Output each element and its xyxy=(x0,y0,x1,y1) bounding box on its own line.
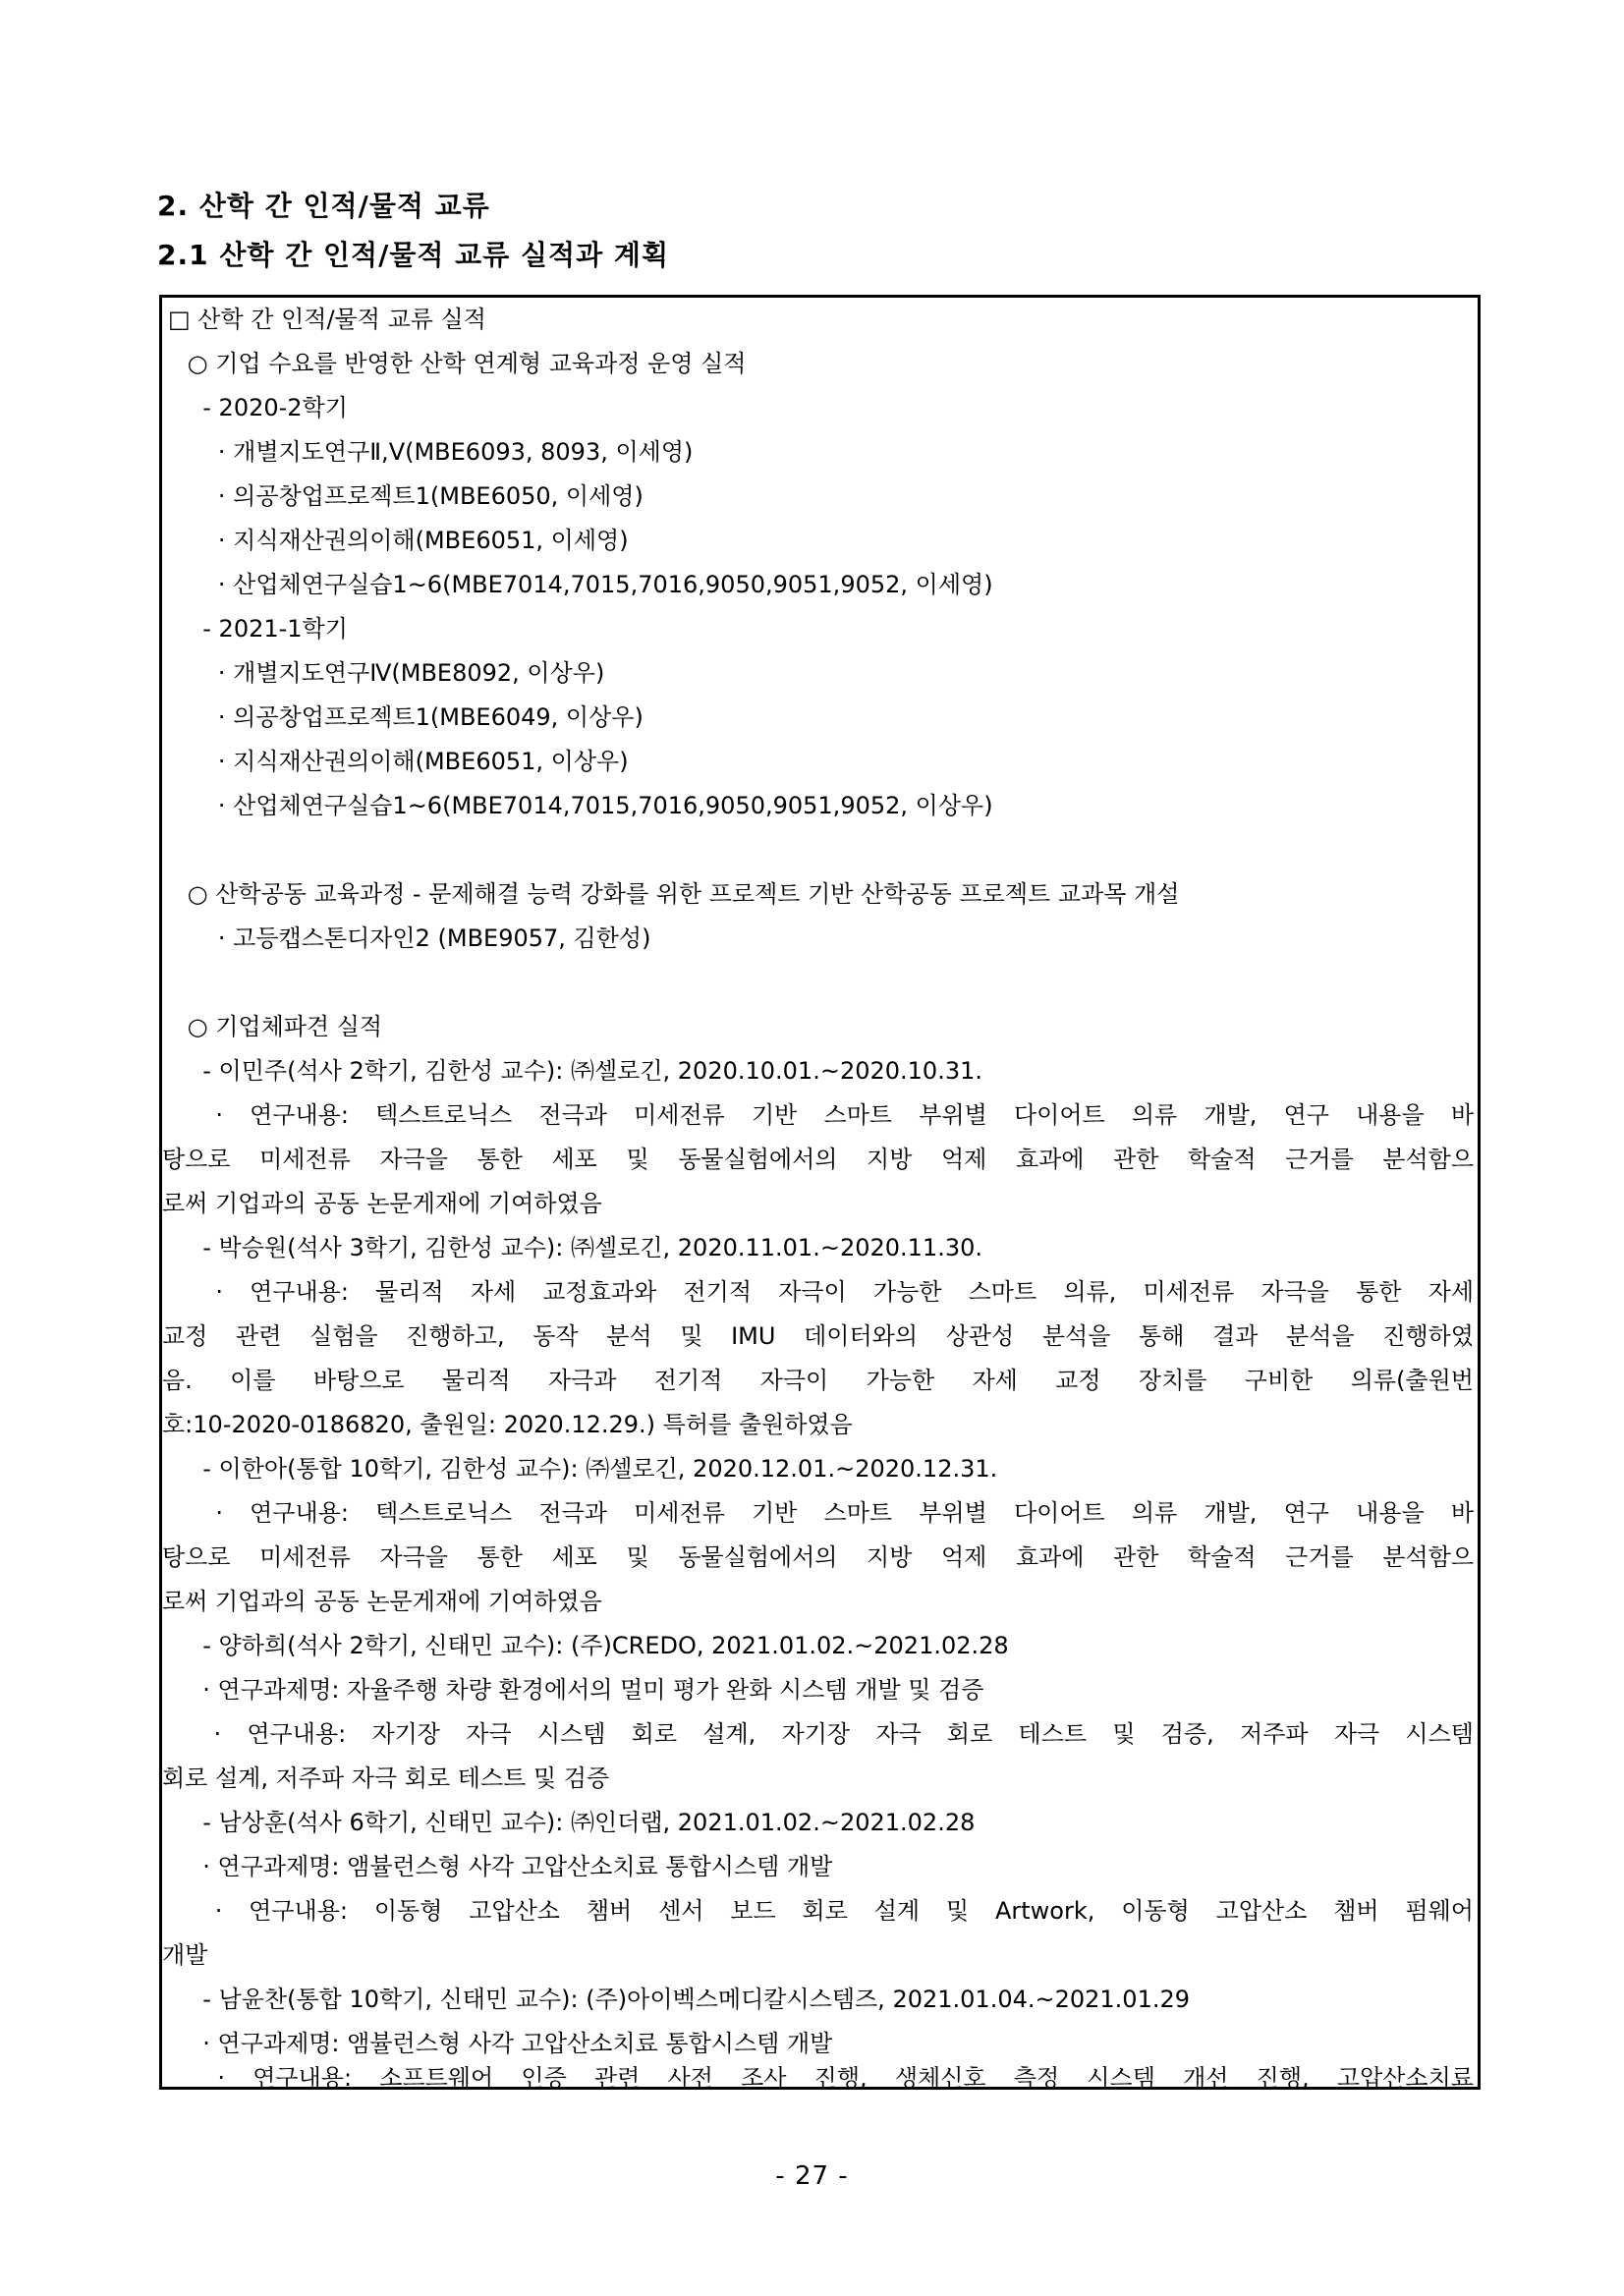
justified-line: · 연구내용: 텍스트로닉스 전극과 미세전류 기반 스마트 부위별 다이어트 의류 개발, 연구 내용을 바 xyxy=(162,1101,1474,1129)
dash-item: - 이민주(석사 2학기, 김한성 교수): ㈜셀로긴, 2020.10.01.~2020.10.31. xyxy=(188,1057,982,1085)
dash-item: - 양하희(석사 2학기, 신태민 교수): (주)CREDO, 2021.01.02.~2021.02.28 xyxy=(188,1632,1009,1659)
bullet-circle: ○ 기업 수요를 반영한 산학 연계형 교육과정 운영 실적 xyxy=(180,350,747,377)
dot-item: · 연구과제명: 앰뷸런스형 사각 고압산소치료 통합시스템 개발 xyxy=(188,1853,833,1880)
bullet-circle: ○ 기업체파견 실적 xyxy=(180,1013,383,1040)
section-heading: 2. 산학 간 인적/물적 교류 xyxy=(157,190,490,222)
dash-item: - 2020-2학기 xyxy=(188,394,348,421)
dot-item: · 연구과제명: 자율주행 차량 환경에서의 멀미 평가 완화 시스템 개발 및 검증 xyxy=(188,1676,984,1704)
text-line: 로써 기업과의 공동 논문게재에 기여하였음 xyxy=(162,1588,602,1615)
justified-line: · 연구내용: 자기장 자극 시스템 회로 설계, 자기장 자극 회로 테스트 및 검증, 저주파 자극 시스템 xyxy=(162,1720,1474,1748)
justified-line: 탕으로 미세전류 자극을 통한 세포 및 동물실험에서의 지방 억제 효과에 관한 학술적 근거를 분석함으 xyxy=(162,1146,1474,1173)
text-line: 회로 설계, 저주파 자극 회로 테스트 및 검증 xyxy=(162,1764,610,1792)
bullet-circle: ○ 산학공동 교육과정 - 문제해결 능력 강화를 위한 프로젝트 기반 산학공동 프로젝트 교과목 개설 xyxy=(180,880,1180,908)
justified-line: · 연구내용: 소프트웨어 인증 관련 사전 조사 진행, 생체신호 측정 시스템 개선 진행, 고압산소치료 xyxy=(162,2066,1474,2090)
dot-item: · 연구과제명: 앰뷸런스형 사각 고압산소치료 통합시스템 개발 xyxy=(188,2030,833,2057)
justified-line: · 연구내용: 이동형 고압산소 챔버 센서 보드 회로 설계 및 Artwork, 이동형 고압산소 챔버 펌웨어 xyxy=(162,1897,1474,1925)
text-line: 로써 기업과의 공동 논문게재에 기여하였음 xyxy=(162,1190,602,1217)
dash-item: - 2021-1학기 xyxy=(188,615,348,643)
text-line: 개발 xyxy=(162,1941,208,1969)
dot-item: · 개별지도연구Ⅱ,Ⅴ(MBE6093, 8093, 이세영) xyxy=(196,438,694,466)
dot-item: · 지식재산권의이해(MBE6051, 이세영) xyxy=(196,527,629,554)
justified-line: 교정 관련 실험을 진행하고, 동작 분석 및 IMU 데이터와의 상관성 분석을 통해 결과 분석을 진행하였 xyxy=(162,1322,1474,1350)
dot-item: · 산업체연구실습1~6(MBE7014,7015,7016,9050,9051,9052, 이세영) xyxy=(196,571,993,598)
dot-item: · 개별지도연구Ⅳ(MBE8092, 이상우) xyxy=(196,659,605,687)
content-box xyxy=(159,295,1481,2090)
justified-line: 탕으로 미세전류 자극을 통한 세포 및 동물실험에서의 지방 억제 효과에 관한 학술적 근거를 분석함으 xyxy=(162,1543,1474,1571)
justified-line: · 연구내용: 텍스트로닉스 전극과 미세전류 기반 스마트 부위별 다이어트 의류 개발, 연구 내용을 바 xyxy=(162,1499,1474,1527)
text-line: 호:10-2020-0186820, 출원일: 2020.12.29.) 특허를 출원하였음 xyxy=(162,1411,853,1438)
dot-item: · 지식재산권의이해(MBE6051, 이상우) xyxy=(196,748,629,775)
dot-item: · 의공창업프로젝트1(MBE6049, 이상우) xyxy=(196,703,644,731)
box-title: □ 산학 간 인적/물적 교류 실적 xyxy=(168,306,486,333)
page-number: - 27 - xyxy=(775,2161,849,2191)
dash-item: - 이한아(통합 10학기, 김한성 교수): ㈜셀로긴, 2020.12.01.~2020.12.31. xyxy=(188,1455,998,1483)
dot-item: · 산업체연구실습1~6(MBE7014,7015,7016,9050,9051,9052, 이상우) xyxy=(196,792,993,819)
dash-item: - 남윤찬(통합 10학기, 신태민 교수): (주)아이벡스메디칼시스템즈, 2021.01.04.~2021.01.29 xyxy=(188,1986,1191,2013)
dot-item: · 의공창업프로젝트1(MBE6050, 이세영) xyxy=(196,482,644,510)
justified-line: · 연구내용: 물리적 자세 교정효과와 전기적 자극이 가능한 스마트 의류, 미세전류 자극을 통한 자세 xyxy=(162,1278,1474,1306)
justified-line: 음. 이를 바탕으로 물리적 자극과 전기적 자극이 가능한 자세 교정 장치를 구비한 의류(출원번 xyxy=(162,1367,1474,1394)
dash-item: - 남상훈(석사 6학기, 신태민 교수): ㈜인더랩, 2021.01.02.~2021.02.28 xyxy=(188,1809,976,1836)
dash-item: - 박승원(석사 3학기, 김한성 교수): ㈜셀로긴, 2020.11.01.~2020.11.30. xyxy=(188,1234,982,1261)
subsection-heading: 2.1 산학 간 인적/물적 교류 실적과 계획 xyxy=(157,239,669,271)
dot-item: · 고등캡스톤디자인2 (MBE9057, 김한성) xyxy=(196,924,651,952)
